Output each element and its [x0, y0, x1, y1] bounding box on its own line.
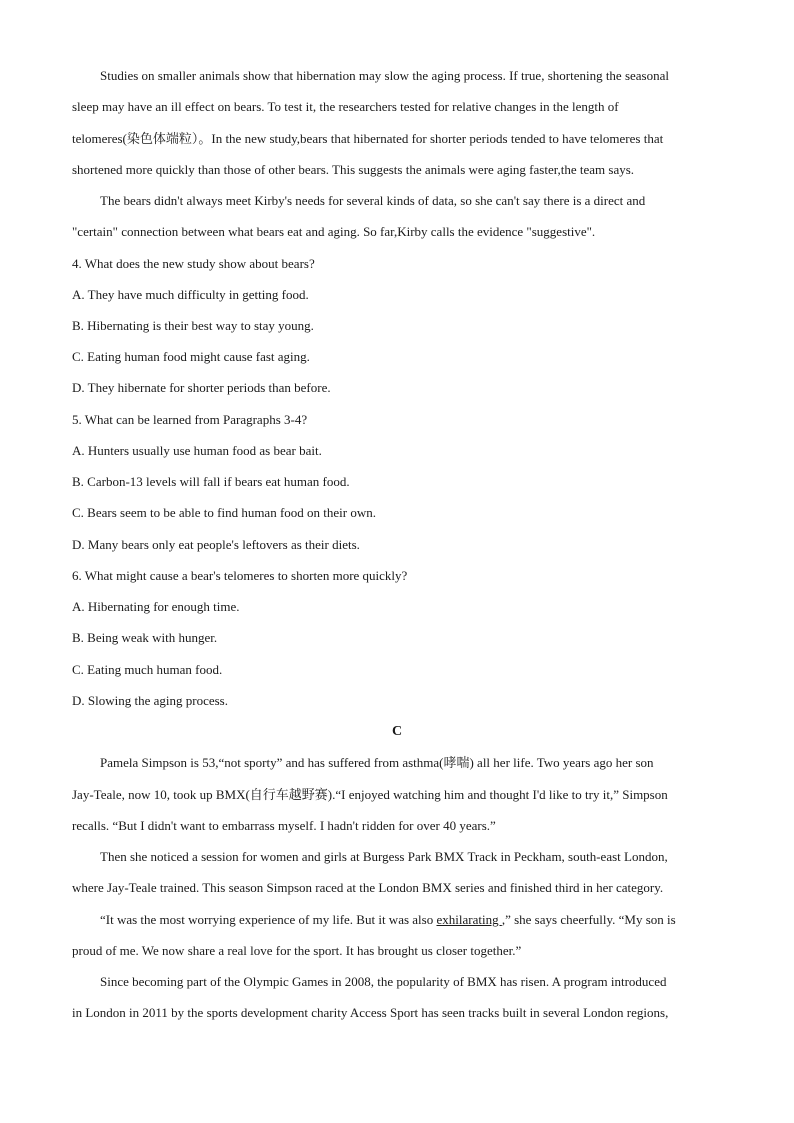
answer-option: B. Carbon-13 levels will fall if bears eat human food.: [72, 474, 350, 489]
question-stem: 4. What does the new study show about bears?: [72, 256, 315, 271]
answer-option: C. Eating much human food.: [72, 662, 223, 677]
paragraph-line: Then she noticed a session for women and girls at Burgess Park BMX Track in Peckham, south-east London,: [100, 849, 668, 864]
paragraph-line: sleep may have an ill effect on bears. To test it, the researchers tested for relative changes in the length of: [72, 99, 619, 114]
answer-option: A. They have much difficulty in getting food.: [72, 287, 309, 302]
answer-option: D. Many bears only eat people's leftovers as their diets.: [72, 537, 360, 552]
answer-option: D. They hibernate for shorter periods than before.: [72, 380, 331, 395]
paragraph-line: Pamela Simpson is 53,“not sporty” and has suffered from asthma(哮喘) all her life. Two years ago her son: [100, 755, 654, 770]
answer-option: A. Hibernating for enough time.: [72, 599, 240, 614]
answer-option: C. Bears seem to be able to find human food on their own.: [72, 505, 376, 520]
paragraph-line: in London in 2011 by the sports development charity Access Sport has seen tracks built in several London regions,: [72, 1005, 669, 1020]
answer-option: A. Hunters usually use human food as bear bait.: [72, 443, 322, 458]
section-heading: C: [391, 724, 403, 739]
answer-option: B. Hibernating is their best way to stay young.: [72, 318, 314, 333]
paragraph-line: "certain" connection between what bears eat and aging. So far,Kirby calls the evidence "suggestive".: [72, 224, 596, 239]
underlined-word: exhilarating: [436, 912, 502, 927]
paragraph-line: Since becoming part of the Olympic Games in 2008, the popularity of BMX has risen. A program introduced: [100, 974, 667, 989]
text-run: ,” she says cheerfully. “My son is: [501, 912, 676, 927]
paragraph-line: proud of me. We now share a real love for the sport. It has brought us closer together.”: [72, 943, 522, 958]
answer-option: D. Slowing the aging process.: [72, 693, 228, 708]
paragraph-line: Jay-Teale, now 10, took up BMX(自行车越野赛).“I enjoyed watching him and thought I'd like to try it,” Simpson: [72, 787, 668, 802]
paragraph-line: [100, 912, 676, 928]
paragraph-line: recalls. “But I didn't want to embarrass myself. I hadn't ridden for over 40 years.”: [72, 818, 496, 833]
question-stem: 5. What can be learned from Paragraphs 3-4?: [72, 412, 308, 427]
paragraph-line: shortened more quickly than those of other bears. This suggests the animals were aging faster,the team says.: [72, 162, 635, 177]
paragraph-line: The bears didn't always meet Kirby's needs for several kinds of data, so she can't say there is a direct and: [100, 193, 646, 208]
answer-option: C. Eating human food might cause fast aging.: [72, 349, 310, 364]
text-run: “It was the most worrying experience of my life. But it was also: [100, 912, 437, 927]
question-stem: 6. What might cause a bear's telomeres to shorten more quickly?: [72, 568, 408, 583]
paragraph-line: Studies on smaller animals show that hibernation may slow the aging process. If true, shortening the seasonal: [100, 68, 669, 83]
paragraph-line: where Jay-Teale trained. This season Simpson raced at the London BMX series and finished third in her category.: [72, 880, 664, 895]
paragraph-line: telomeres(染色体端粒）。In the new study,bears that hibernated for shorter periods tended to have telomeres that: [72, 131, 664, 146]
answer-option: B. Being weak with hunger.: [72, 630, 218, 645]
